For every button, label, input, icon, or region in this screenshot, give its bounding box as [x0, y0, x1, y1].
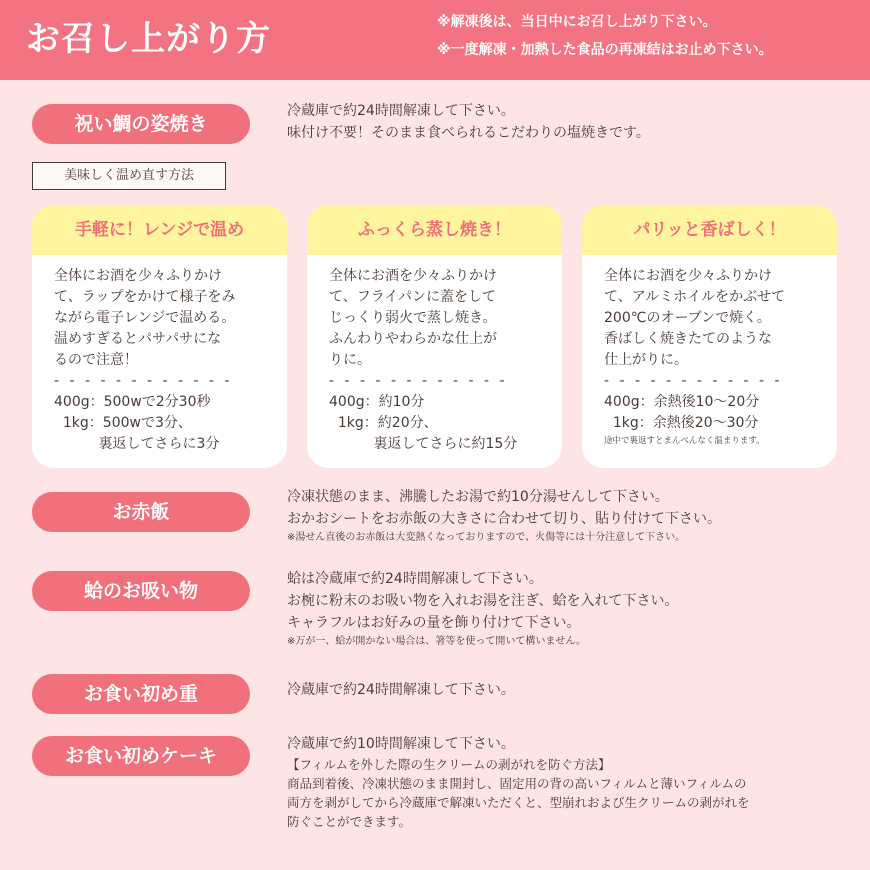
card-body — [582, 255, 837, 448]
card-line: て、フライパンに蓋をして — [329, 289, 497, 305]
card-time: 1kg：余熱後20〜30分 — [604, 415, 759, 431]
reheat-card-oven — [582, 205, 837, 468]
section-desc-sekihan — [287, 486, 721, 546]
card-line: るので注意！ — [54, 352, 138, 368]
desc-small-line: 【フィルムを外した際の生クリームの剥がれを防ぐ方法】 — [287, 757, 611, 772]
card-time: 1kg：約20分、 — [329, 415, 438, 431]
card-separator: - - - - - - - - - - - - — [329, 373, 508, 389]
card-time: 裏返してさらに約15分 — [329, 436, 518, 452]
card-separator: - - - - - - - - - - - - — [604, 373, 783, 389]
card-time: 400g：約10分 — [329, 394, 425, 410]
desc-small-line: 防ぐことができます。 — [287, 814, 412, 829]
card-line: ながら電子レンジで温める。 — [54, 310, 236, 326]
card-body — [32, 255, 287, 455]
card-time: 1kg：500wで3分、 — [54, 415, 192, 431]
card-line: て、アルミホイルをかぶせて — [604, 289, 786, 305]
desc-line: キャラフルはお好みの量を飾り付けて下さい。 — [287, 615, 581, 631]
desc-line: おかおシートをお赤飯の大きさに合わせて切り、貼り付けて下さい。 — [287, 511, 721, 527]
card-time: 400g：余熱後10〜20分 — [604, 394, 760, 410]
section-label-sekihan: お赤飯 — [32, 492, 250, 532]
card-line: 200℃のオーブンで焼く。 — [604, 310, 771, 326]
card-line: 仕上がりに。 — [604, 352, 688, 368]
section-desc-juu — [287, 679, 515, 701]
desc-note: ※湯せん直後のお赤飯は大変熱くなっておりますので、火傷等には十分注意して下さい。 — [287, 532, 686, 543]
card-title: ふっくら蒸し焼き！ — [307, 205, 562, 255]
desc-small-line: 両方を剥がしてから冷蔵庫で解凍いただくと、型崩れおよび生クリームの剥がれを — [287, 795, 750, 810]
header-bar — [0, 0, 870, 80]
card-time: 400g：500wで2分30秒 — [54, 394, 211, 410]
desc-line: お椀に粉末のお吸い物を入れお湯を注ぎ、蛤を入れて下さい。 — [287, 593, 679, 609]
section-label-tai: 祝い鯛の姿焼き — [32, 104, 250, 144]
section-desc-tai — [287, 100, 650, 144]
desc-line: 冷蔵庫で約24時間解凍して下さい。 — [287, 103, 515, 119]
card-line: 全体にお酒を少々ふりかけ — [54, 268, 222, 284]
reheat-card-steam — [307, 205, 562, 468]
header-note: ※解凍後は、当日中にお召し上がり下さい。 — [437, 14, 717, 30]
card-line: 全体にお酒を少々ふりかけ — [329, 268, 497, 284]
reheat-subheading: 美味しく温め直す方法 — [32, 162, 226, 190]
header-note: ※一度解凍・加熱した食品の再凍結はお止め下さい。 — [437, 42, 773, 58]
desc-line: 冷凍状態のまま、沸騰したお湯で約10分湯せんして下さい。 — [287, 489, 669, 505]
card-title: 手軽に！レンジで温め — [32, 205, 287, 255]
desc-line: 味付け不要！そのまま食べられるこだわりの塩焼きです。 — [287, 125, 650, 141]
card-line: 香ばしく焼きたてのような — [604, 331, 772, 347]
desc-line: 冷蔵庫で約24時間解凍して下さい。 — [287, 682, 515, 698]
card-line: て、ラップをかけて様子をみ — [54, 289, 236, 305]
section-desc-osuimono — [287, 568, 678, 650]
section-label-juu: お食い初め重 — [32, 674, 250, 714]
card-time: 裏返してさらに3分 — [54, 436, 220, 452]
card-body — [307, 255, 562, 455]
section-label-cake: お食い初めケーキ — [32, 736, 250, 776]
section-desc-cake — [287, 733, 750, 831]
card-line: 温めすぎるとパサパサにな — [54, 331, 222, 347]
section-label-osuimono: 蛤のお吸い物 — [32, 571, 250, 611]
card-line: ふんわりやわらかな仕上が — [329, 331, 497, 347]
card-line: じっくり弱火で蒸し焼き。 — [329, 310, 497, 326]
desc-note: ※万が一、蛤が開かない場合は、箸等を使って開いて構いません。 — [287, 636, 586, 647]
reheat-card-microwave — [32, 205, 287, 468]
desc-small-line: 商品到着後、冷凍状態のまま開封し、固定用の背の高いフィルムと薄いフィルムの — [287, 776, 747, 791]
page-title: お召し上がり方 — [26, 19, 271, 59]
card-note: 途中で裏返すとまんべんなく温まります。 — [604, 436, 765, 446]
card-title: パリッと香ばしく！ — [582, 205, 837, 255]
card-line: 全体にお酒を少々ふりかけ — [604, 268, 772, 284]
card-line: りに。 — [329, 352, 371, 368]
desc-line: 冷蔵庫で約10時間解凍して下さい。 — [287, 736, 515, 752]
desc-line: 蛤は冷蔵庫で約24時間解凍して下さい。 — [287, 571, 543, 587]
card-separator: - - - - - - - - - - - - — [54, 373, 233, 389]
